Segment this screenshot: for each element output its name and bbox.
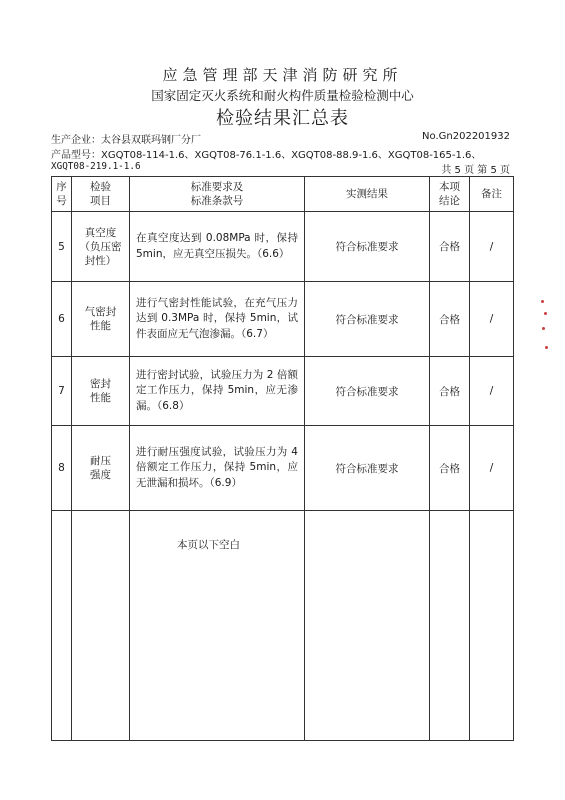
row-conclusion: 合格: [430, 357, 470, 426]
blank-row: [52, 511, 514, 741]
row-result: 符合标准要求: [305, 282, 430, 357]
col-header-result: 实测结果: [305, 177, 430, 212]
document-title: 检验结果汇总表: [216, 108, 349, 129]
table-row: [52, 212, 514, 282]
row-requirement: 进行密封试验，试验压力为 2 倍额定工作压力，保持 5min，应无渗漏。（6.8）: [130, 357, 305, 426]
blank-result-cell: [305, 511, 430, 741]
row-seq: 7: [52, 357, 72, 426]
product-model-line2: XGQT08-219.1-1.6: [51, 161, 141, 172]
manufacturer-label: 生产企业：太谷县双联玛钢厂分厂: [51, 135, 201, 146]
product-model-line1: [51, 146, 481, 161]
table-row: [52, 426, 514, 511]
row-remark: /: [470, 212, 514, 282]
org-name-line1: 应急管理部天津消防研究所: [162, 66, 403, 84]
results-summary-table: [51, 176, 514, 741]
row-result: 符合标准要求: [305, 426, 430, 511]
col-header-conclusion: 本项 结论: [430, 177, 470, 212]
row-item: 耐压 强度: [72, 426, 130, 511]
row-conclusion: 合格: [430, 282, 470, 357]
row-item: 密封 性能: [72, 357, 130, 426]
row-remark: /: [470, 357, 514, 426]
blank-item-cell: [72, 511, 130, 741]
row-conclusion: 合格: [430, 212, 470, 282]
product-model-text-1: 产品型号：XGQT08-114-1.6、XGQT08-76.1-1.6、XGQT08-88.9-1.6、XGQT08-165-1.6、: [51, 150, 482, 161]
col-header-item: 检验 项目: [72, 177, 130, 212]
blank-remark-cell: [470, 511, 514, 741]
row-seq: 8: [52, 426, 72, 511]
row-remark: /: [470, 282, 514, 357]
blank-page-note: 本页以下空白: [130, 511, 305, 741]
col-header-seq: 序 号: [52, 177, 72, 212]
row-result: 符合标准要求: [305, 212, 430, 282]
row-result: 符合标准要求: [305, 357, 430, 426]
row-item: 气密封 性能: [72, 282, 130, 357]
report-number: No.Gn202201932: [422, 131, 510, 142]
table-row: [52, 357, 514, 426]
row-conclusion: 合格: [430, 426, 470, 511]
blank-seq-cell: [52, 511, 72, 741]
org-name-line2: 国家固定灭火系统和耐火构件质量检验检测中心: [151, 88, 414, 103]
row-remark: /: [470, 426, 514, 511]
table-header-row: [52, 177, 514, 212]
row-requirement: 进行气密封性能试验，在充气压力达到 0.3MPa 时，保持 5min，试件表面应无气泡渗漏。（6.7）: [130, 282, 305, 357]
page-indicator: 共 5 页 第 5 页: [441, 165, 510, 176]
col-header-requirement: 标准要求及 标准条款号: [130, 177, 305, 212]
row-requirement: 进行耐压强度试验，试验压力为 4 倍额定工作压力，保持 5min，应无泄漏和损坏。（6.9）: [130, 426, 305, 511]
row-seq: 5: [52, 212, 72, 282]
row-seq: 6: [52, 282, 72, 357]
row-requirement: 在真空度达到 0.08MPa 时，保持 5min，应无真空压损失。（6.6）: [130, 212, 305, 282]
row-item: 真空度 （负压密 封性）: [72, 212, 130, 282]
blank-conclusion-cell: [430, 511, 470, 741]
table-row: [52, 282, 514, 357]
col-header-remark: 备注: [470, 177, 514, 212]
